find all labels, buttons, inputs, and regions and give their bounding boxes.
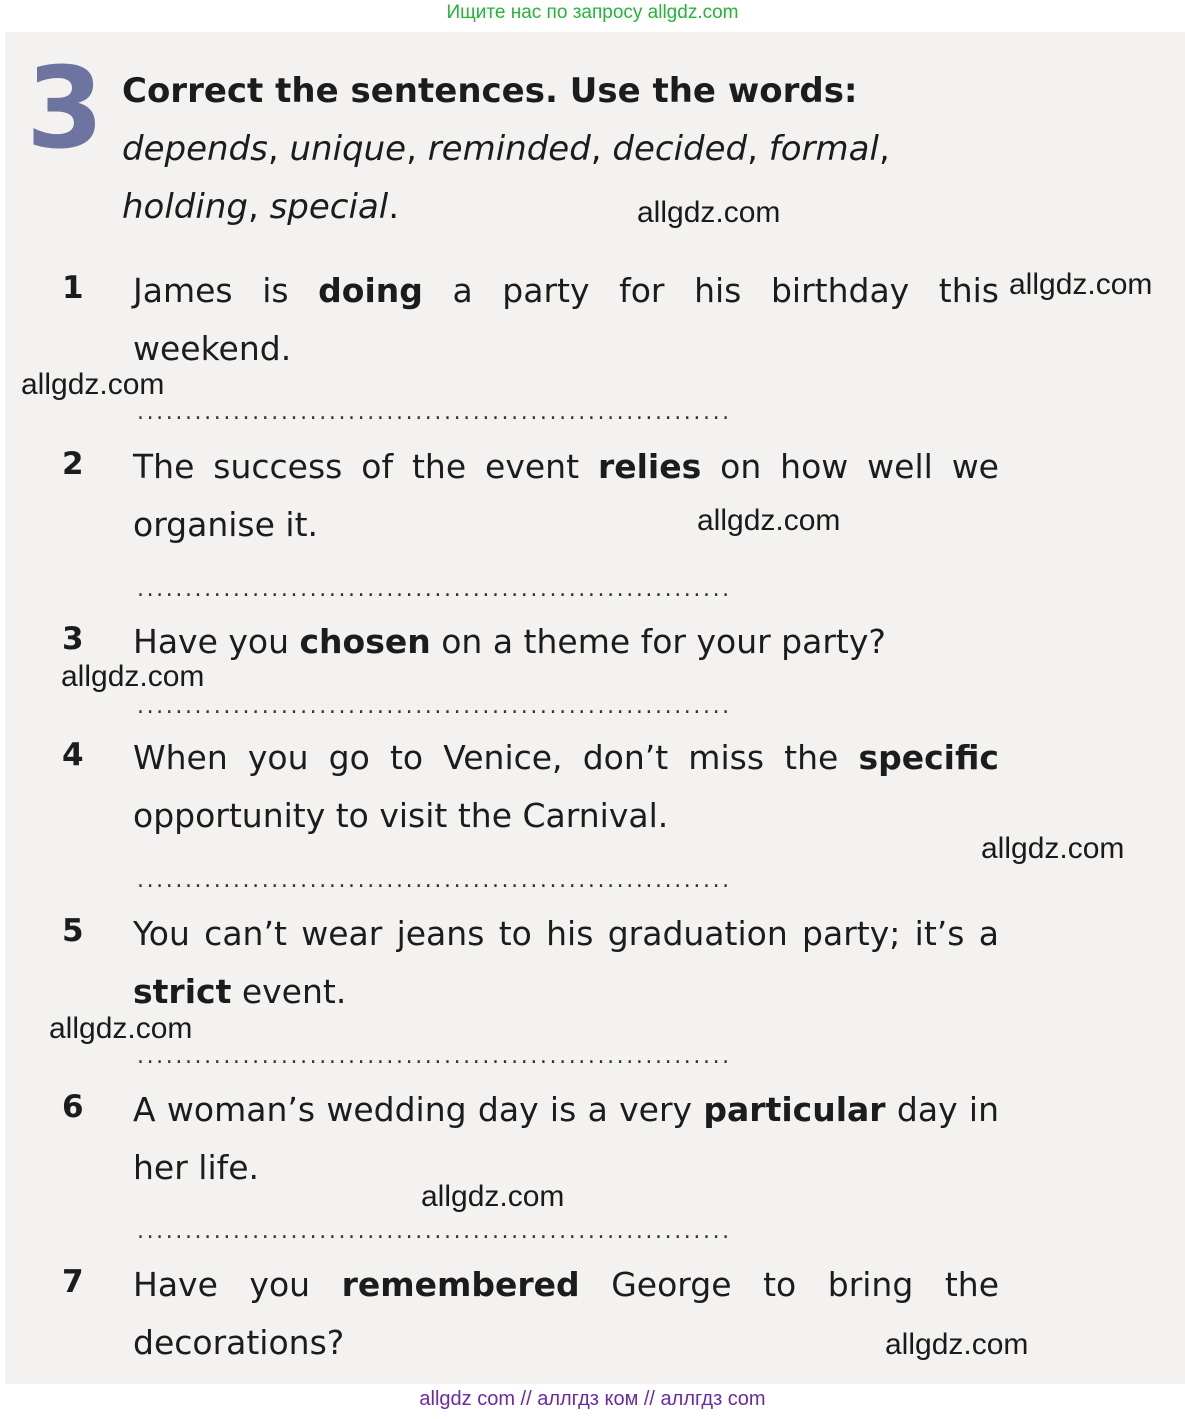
word-to-correct: specific	[858, 738, 999, 777]
word-option: special	[269, 187, 389, 227]
sentence-end: opportunity to visit the Carnival.	[133, 796, 669, 835]
item-sentence	[133, 262, 999, 378]
item-sentence	[133, 1256, 999, 1372]
word-to-correct: relies	[597, 447, 702, 486]
sentence-end: George to bring the decorations?	[133, 1265, 999, 1362]
item-sentence	[133, 905, 999, 1021]
word-option: reminded	[427, 129, 591, 169]
sentence-end: day in her life.	[133, 1090, 1000, 1187]
watermark: allgdz.com	[61, 660, 205, 693]
item-number: 6	[62, 1089, 84, 1125]
sentence-end: event.	[231, 972, 347, 1011]
watermark: allgdz.com	[1009, 268, 1153, 301]
answer-line: ..............................................................	[137, 583, 732, 597]
sentence-start: James is	[133, 271, 319, 310]
sentence-start: Have you	[133, 1265, 342, 1304]
watermark: allgdz.com	[981, 832, 1125, 865]
word-to-correct: particular	[703, 1090, 886, 1129]
word-to-correct: strict	[133, 972, 232, 1011]
sentence-end: on how well we organise it.	[133, 447, 999, 544]
word-option: holding	[122, 187, 248, 227]
watermark: allgdz.com	[21, 368, 165, 401]
watermark: allgdz.com	[697, 504, 841, 537]
item-number: 2	[62, 446, 84, 482]
watermark: allgdz.com	[637, 196, 781, 229]
item-sentence	[133, 613, 999, 671]
bottom-banner[interactable]: allgdz com // аллгдз ком // аллгдз com	[419, 1388, 766, 1410]
exercise-number: 3	[26, 44, 100, 174]
item-number: 5	[62, 913, 84, 949]
item-number: 7	[62, 1264, 84, 1300]
answer-line: ..............................................................	[137, 874, 732, 888]
sentence-end: a party for his birthday this weekend.	[133, 271, 1000, 368]
sentence-start: The success of the event	[133, 447, 598, 486]
word-to-correct: remembered	[341, 1265, 580, 1304]
item-number: 1	[62, 270, 84, 306]
answer-line: ..............................................................	[137, 406, 732, 420]
exercise-instructions: Correct the sentences. Use the words: depends, unique, reminded, decided, formal, holding, special.	[122, 71, 890, 227]
answer-line: ..............................................................	[137, 1225, 732, 1239]
watermark: allgdz.com	[885, 1328, 1029, 1361]
answer-line: ..............................................................	[137, 1050, 732, 1064]
word-option: decided	[612, 129, 748, 169]
word-option: depends	[122, 129, 268, 169]
item-number: 4	[62, 737, 84, 773]
sentence-start: Have you	[133, 622, 300, 661]
item-sentence	[133, 1081, 999, 1197]
answer-line: ..............................................................	[137, 700, 732, 714]
instructions-lead: Correct the sentences. Use the words:	[122, 71, 858, 111]
watermark: allgdz.com	[49, 1012, 193, 1045]
watermark: allgdz.com	[421, 1180, 565, 1213]
word-option: formal	[768, 129, 879, 169]
sentence-start: A woman’s wedding day is a very	[133, 1090, 704, 1129]
sentence-start: When you go to Venice, don’t miss the	[133, 738, 859, 777]
word-to-correct: chosen	[299, 622, 431, 661]
top-banner[interactable]: Ищите нас по запросу allgdz.com	[446, 2, 739, 23]
word-to-correct: doing	[318, 271, 423, 310]
sentence-end: on a theme for your party?	[430, 622, 886, 661]
sentence-start: You can’t wear jeans to his graduation party; it’s a	[133, 914, 999, 953]
item-sentence	[133, 438, 999, 554]
item-number: 3	[62, 621, 84, 657]
word-option: unique	[289, 129, 407, 169]
item-sentence	[133, 729, 999, 845]
